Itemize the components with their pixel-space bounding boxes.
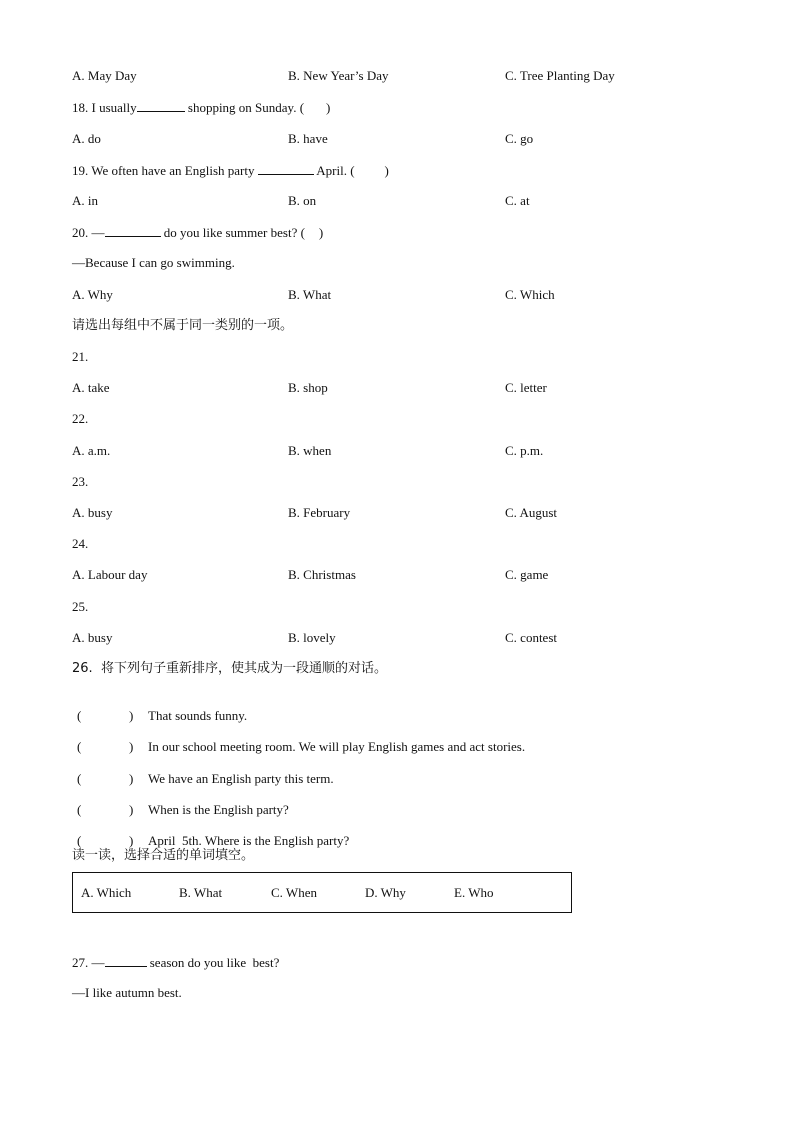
q18-options <box>72 131 712 147</box>
q22-number: 22. <box>72 411 89 426</box>
q18-option-b[interactable]: B. have <box>288 131 328 146</box>
q26-item-1-text: That sounds funny. <box>148 708 248 723</box>
q19-option-b[interactable]: B. on <box>288 193 317 208</box>
q21-option-b[interactable]: B. shop <box>288 380 328 395</box>
q19-blank[interactable] <box>258 162 314 175</box>
q19-option-c[interactable]: C. at <box>505 193 530 208</box>
q25-option-c[interactable]: C. contest <box>505 630 557 645</box>
q26-heading: 26. 将下列句子重新排序，使其成为一段通顺的对话。 <box>72 661 387 676</box>
q20-question <box>72 224 323 241</box>
q20-blank[interactable] <box>105 224 161 237</box>
q18-question <box>72 99 330 116</box>
q26-item-5-text: April 5th. Where is the English party? <box>148 833 350 848</box>
q25-option-a[interactable]: A. busy <box>72 630 113 645</box>
q23-option-a[interactable]: A. busy <box>72 505 113 520</box>
q26-item-3 <box>72 755 334 786</box>
q23-number: 23. <box>72 474 89 489</box>
q23-option-c[interactable]: C. August <box>505 505 558 520</box>
q27-text-post: season do you like best? <box>146 955 280 970</box>
q19-close-paren: ) <box>384 163 389 178</box>
q26-item-4 <box>72 786 289 817</box>
q18-blank[interactable] <box>137 99 185 112</box>
q17-option-c[interactable]: C. Tree Planting Day <box>505 68 615 83</box>
q25-number: 25. <box>72 599 89 614</box>
q27-question <box>72 954 279 971</box>
q18-text-pre: 18. I usually <box>72 100 137 115</box>
q19-question <box>72 162 389 179</box>
q23-option-b[interactable]: B. February <box>288 505 351 520</box>
q24-option-b[interactable]: B. Christmas <box>288 567 356 582</box>
section-fill-heading: 读一读，选择合适的单词填空。 <box>72 848 255 863</box>
q17-option-a[interactable]: A. May Day <box>72 68 137 83</box>
q20-option-a[interactable]: A. Why <box>72 287 113 302</box>
q21-options <box>72 380 712 396</box>
q21-number: 21. <box>72 349 89 364</box>
q20-answer-line: —Because I can go swimming. <box>72 255 235 270</box>
q26-item-1 <box>72 692 248 723</box>
word-bank-option-e: E. Who <box>454 885 494 900</box>
q22-option-c[interactable]: C. p.m. <box>505 443 544 458</box>
q24-option-c[interactable]: C. game <box>505 567 549 582</box>
q18-close-paren: ) <box>326 100 331 115</box>
q22-option-b[interactable]: B. when <box>288 443 332 458</box>
q26-item-3-text: We have an English party this term. <box>148 771 334 786</box>
q27-blank[interactable] <box>105 954 147 967</box>
q20-text-post: do you like summer best? ( <box>160 225 305 240</box>
q26-item-4-open-paren[interactable]: ( <box>77 802 82 817</box>
word-bank-option-b: B. What <box>179 885 223 900</box>
q19-text-pre: 19. We often have an English party <box>72 163 258 178</box>
q26-item-1-open-paren[interactable]: ( <box>77 708 82 723</box>
q17-option-b[interactable]: B. New Year’s Day <box>288 68 389 83</box>
q26-item-2-open-paren[interactable]: ( <box>77 739 82 754</box>
word-bank-option-c: C. When <box>271 885 317 900</box>
q20-option-c[interactable]: C. Which <box>505 287 555 302</box>
q26-item-2-text: In our school meeting room. We will play English games and act stories. <box>148 739 526 754</box>
q18-text-post: shopping on Sunday. ( <box>184 100 305 115</box>
q18-option-a[interactable]: A. do <box>72 131 101 146</box>
q27-answer-line: —I like autumn best. <box>72 985 182 1000</box>
word-bank-box <box>72 872 572 913</box>
q26-item-4-text: When is the English party? <box>148 802 289 817</box>
q20-close-paren: ) <box>318 225 324 240</box>
q26-item-5 <box>72 817 350 848</box>
q21-option-c[interactable]: C. letter <box>505 380 547 395</box>
q20-option-b[interactable]: B. What <box>288 287 332 302</box>
q25-options <box>72 630 712 646</box>
q18-option-c[interactable]: C. go <box>505 131 534 146</box>
q20-options <box>72 287 712 303</box>
q19-option-a[interactable]: A. in <box>72 193 98 208</box>
q26-item-3-open-paren[interactable]: ( <box>77 771 82 786</box>
q25-option-b[interactable]: B. lovely <box>288 630 336 645</box>
q22-options <box>72 443 712 459</box>
q26-item-5-close-paren[interactable]: ) <box>129 833 134 848</box>
q26-item-3-close-paren[interactable]: ) <box>129 771 134 786</box>
q24-option-a[interactable]: A. Labour day <box>72 567 148 582</box>
word-bank-option-d: D. Why <box>365 885 406 900</box>
q23-options <box>72 505 712 521</box>
q26-item-5-open-paren[interactable]: ( <box>77 833 82 848</box>
q27-text-pre: 27. — <box>72 955 105 970</box>
q17-options <box>72 68 712 84</box>
q26-item-2-close-paren[interactable]: ) <box>129 739 134 754</box>
section-odd-one-out-heading: 请选出每组中不属于同一类别的一项。 <box>72 318 294 333</box>
q19-text-post: April. ( <box>313 163 355 178</box>
q21-option-a[interactable]: A. take <box>72 380 110 395</box>
q20-text-pre: 20. — <box>72 225 105 240</box>
q26-item-2 <box>72 723 526 754</box>
word-bank-option-a: A. Which <box>81 885 132 900</box>
q26-item-4-close-paren[interactable]: ) <box>129 802 134 817</box>
q22-option-a[interactable]: A. a.m. <box>72 443 111 458</box>
q24-number: 24. <box>72 536 89 551</box>
q26-item-1-close-paren[interactable]: ) <box>129 708 134 723</box>
q24-options <box>72 567 712 583</box>
q19-options <box>72 193 712 209</box>
